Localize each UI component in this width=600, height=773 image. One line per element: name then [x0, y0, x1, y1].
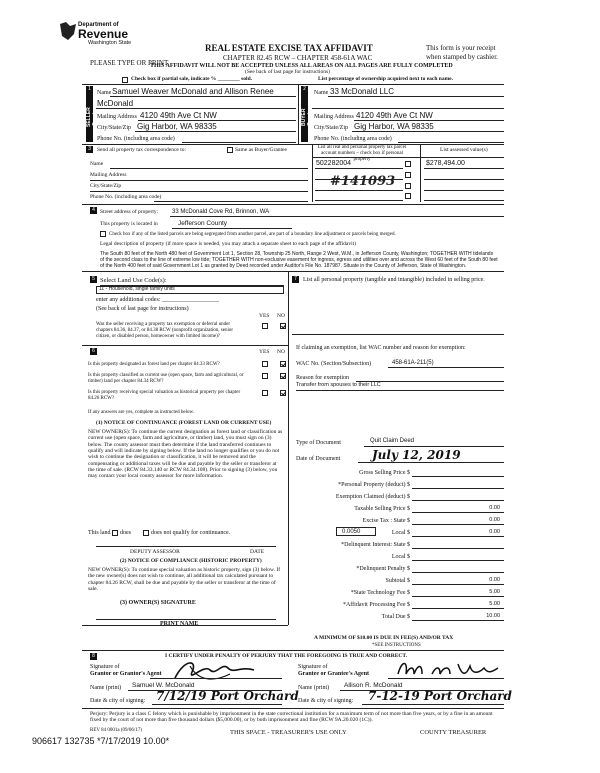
segregated-checkbox[interactable] [100, 231, 106, 237]
handwritten-stamp: #141093 [330, 174, 396, 189]
seller-mailing-label: Mailing Address [97, 114, 137, 120]
buyer-phone-label: Phone No. (including area code) [314, 136, 392, 142]
current-use-yes-checkbox[interactable] [262, 373, 268, 379]
rule [170, 216, 504, 217]
rule [298, 84, 299, 144]
grantee-sig-label-2: Grantee or Grantee's Agent [298, 671, 370, 677]
rule [82, 144, 504, 145]
rule [424, 190, 504, 191]
local-value[interactable]: 0.00 [489, 529, 500, 535]
rule [388, 367, 504, 368]
rev-number: REV 84 0001a (09/06/17) [90, 728, 142, 733]
does-not-label: does not qualify for continuance. [151, 530, 231, 536]
gross-price-label: Gross Selling Price $ [359, 470, 410, 476]
seller-tab-label: SELLER Grantor [86, 107, 98, 127]
yes-header-6: YES [259, 349, 270, 355]
county-treasurer: COUNTY TREASURER [420, 729, 487, 736]
grantee-name-label: Name (print) [298, 685, 330, 691]
deputy-assessor-label: DEPUTY ASSESSOR [130, 549, 180, 555]
rule [358, 462, 504, 463]
notice-1-text: NEW OWNER(S): To continue the current designation as forest land or classification as current use (open space, farm and agriculture, or timber) land, you must sign on (3) below. The county assessor must then determine if the land transferred continues to qualify and will indicate by signing below. If the land no longer qualifies or you do not wish to continue the designation or classification, it will be removed and the compensating or additional taxes will be due and payable by the seller or transferor at the time of sale. (RCW 84.33.140 or RCW 84.34.108). Prior to signing (3) below, you may contact your local county assessor for more information. [88, 429, 283, 480]
legal-description[interactable]: The South 80 feet of the North 480 feet of Government Lot 1, Section 28, Township 25 North, Range 2 West, W.M., in Jefferson County, Washington; TOGETHER WITH tidelands of the second class to the line of extreme low tide; TOGETHER WITH non-exclusive easement for ingress, egress and utilities over and across the West 60 feet of the South 80 feet of the North 400 feet of said Government Lot 1 as granted by Deed recorded under Auditor's File No. 187987. Situate in the County of Jefferson, State of Washington. [100, 251, 498, 269]
local-label: Local $ [391, 530, 410, 536]
send-name-label: Name [90, 161, 104, 167]
land-use-value: 11 - Household, single family units [99, 286, 175, 292]
section-7-num: 7 [292, 276, 299, 283]
rule [312, 157, 504, 158]
delinq-penalty-label: *Delinquent Penalty $ [356, 566, 410, 572]
affidavit-fee-value[interactable]: 5.00 [489, 601, 500, 607]
form-warning: THIS AFFIDAVIT WILL NOT BE ACCEPTED UNLESS ALL AREAS ON ALL PAGES ARE FULLY COMPLETED [150, 63, 453, 69]
land-use-label: Select Land Use Code(s): [100, 277, 167, 284]
rule [315, 200, 403, 201]
rule [354, 120, 504, 121]
does-label: does [120, 530, 131, 536]
rule [315, 190, 403, 191]
seller-city-label: City/State/Zip [97, 125, 131, 131]
claiming-exemption: If claiming an exemption, list WAC number and reason for exemption: [296, 345, 466, 351]
rule [362, 704, 504, 705]
assessed-value[interactable]: $278,494.00 [426, 160, 465, 167]
notice-1-title: (1) NOTICE OF CONTINUANCE (FOREST LAND OR CURRENT USE) [96, 420, 272, 426]
send-mailing-label: Mailing Address [90, 172, 127, 178]
cashier-stamp: 906617 132735 *7/17/2019 10.00* [32, 736, 170, 746]
grantee-date-label: Date & city of signing: [298, 698, 354, 704]
rule [82, 84, 504, 85]
rule [424, 179, 504, 180]
taxable-value[interactable]: 0.00 [489, 505, 500, 511]
affidavit-fee-label: *Affidavit Processing Fee $ [342, 602, 410, 608]
partial-sale-label: Check box if partial sale, indicate % ________ sold. [131, 76, 253, 82]
forest-no-checkbox[interactable] [280, 361, 286, 367]
rule [412, 584, 504, 585]
rule [352, 131, 504, 132]
rule [182, 142, 296, 143]
wa-logo-icon [58, 20, 78, 42]
historic-question: Is this property receiving special valuation as historical property per chapter 84.26 RCW? [88, 390, 241, 401]
send-city-label: City/State/Zip [90, 183, 122, 189]
send-correspondence-label: Send all property tax correspondence to: [97, 147, 187, 153]
this-land-label: This land [88, 530, 111, 536]
rule [96, 619, 276, 620]
rule [398, 142, 504, 143]
rule [110, 96, 296, 97]
list-percentage: List percentage of ownership acquired next to each name. [318, 76, 453, 82]
form-receipt: This form is your receipt [426, 44, 496, 52]
rule [412, 488, 504, 489]
delinq-local-label: Local $ [391, 554, 410, 560]
dor-logo [58, 18, 148, 52]
rule [82, 345, 288, 346]
see-instructions: *SEE INSTRUCTIONS [372, 643, 421, 648]
total-value[interactable]: 10.00 [486, 613, 500, 619]
state-tech-label: *State Technology Fee $ [350, 590, 410, 596]
treasurer-space: THIS SPACE - TREASURER'S USE ONLY [230, 729, 347, 736]
rule [150, 678, 282, 679]
assessor-date-label: DATE [250, 549, 265, 555]
form-see-back: (See back of last page for instructions) [245, 69, 330, 75]
rule [412, 560, 504, 561]
forest-question: Is this property designated as forest land per chapter 84.33 RCW? [88, 362, 220, 367]
personal-deduct-label: *Personal Property (deduct) $ [338, 482, 410, 488]
section-1-num: 1 [86, 86, 93, 93]
same-as-buyer-checkbox[interactable] [227, 147, 233, 153]
rule [315, 168, 403, 169]
rule [152, 704, 282, 705]
rule [96, 108, 296, 109]
rule [96, 546, 276, 547]
section-6-num: 6 [90, 348, 97, 355]
rule [412, 572, 504, 573]
buyer-tab-label: BUYER Grantee [301, 107, 313, 127]
logo-line2: Revenue [78, 27, 129, 41]
rule [412, 548, 504, 549]
current-use-no-checkbox[interactable] [280, 373, 286, 379]
same-as-buyer-label: Same as Buyer/Grantee [235, 147, 287, 153]
section-4-num: 4 [90, 207, 97, 214]
rule [424, 200, 504, 201]
rule [90, 180, 308, 181]
rule [288, 271, 289, 625]
seller-mailing[interactable]: 4120 49th Ave Ct NW [140, 111, 217, 120]
personal-property-checkbox-1[interactable] [405, 161, 411, 167]
section-8-num: 8 [90, 653, 97, 660]
logo-line1: Department of [78, 22, 119, 28]
buyer-city[interactable]: Gig Harbor, WA 98335 [354, 122, 434, 131]
buyer-mailing-label: Mailing Address [314, 114, 354, 120]
grantor-name[interactable]: Samuel W. McDonald [132, 682, 195, 689]
rule [424, 168, 504, 169]
grantor-date-label: Date & city of signing: [90, 698, 146, 704]
rule [154, 201, 308, 202]
forest-yes-checkbox[interactable] [262, 361, 268, 367]
rule [82, 708, 504, 709]
certify-text: I CERTIFY UNDER PENALTY OF PERJURY THAT THE FOREGOING IS TRUE AND CORRECT. [165, 653, 408, 659]
additional-codes: enter any additional codes: ___________________ [96, 297, 219, 303]
legal-label: Legal description of property (if more space is needed, you may attach a separate sheet to each page of the affidavit) [100, 241, 356, 247]
yes-header-5: YES [259, 313, 270, 319]
does-not-checkbox[interactable] [143, 530, 149, 536]
doc-type[interactable]: Quit Claim Deed [370, 438, 415, 444]
rule [364, 446, 504, 447]
subtotal-value[interactable]: 0.00 [489, 577, 500, 583]
grantor-name-label: Name (print) [90, 685, 122, 691]
subtotal-label: Subtotal $ [385, 578, 410, 584]
rule [312, 108, 504, 109]
form-chapter: CHAPTER 82.45 RCW – CHAPTER 458-61A WAC [223, 54, 373, 62]
notice-2-text: NEW OWNER(S): To continue special valuation as historic property, sign (3) below. If the new owner(s) does not wish to continue, all additional tax calculated pursuant to chapter 84.26 RCW, shall be due and payable by the seller or transferor at the time of sale. [88, 567, 281, 592]
excise-state-label: Excise Tax : State $ [362, 518, 410, 524]
land-use-see-back: (See back of last page for instructions) [96, 306, 189, 312]
personal-property-label: List all personal property (tangible and intangible) included in selling price. [303, 277, 485, 283]
rule [292, 334, 504, 335]
reason-label: Reason for exemption [296, 375, 349, 381]
minimum-due: A MINIMUM OF $10.00 IS DUE IN FEE(S) AND/OR TAX [314, 635, 454, 641]
rule [328, 96, 504, 97]
rule [82, 625, 288, 626]
section-5-num: 5 [90, 276, 97, 283]
reason-value[interactable]: Transfer from spouses to their LLC [296, 382, 381, 388]
wac-number[interactable]: 458-61A-211(5) [392, 360, 434, 366]
seller-name-label: Name [97, 90, 112, 96]
doc-date[interactable]: July 12, 2019 [372, 448, 461, 462]
rule [412, 524, 504, 525]
exemption-no-checkbox[interactable] [280, 323, 286, 329]
parcel-number[interactable]: 502282004 [316, 160, 352, 167]
grantor-sig-label-2: Grantor or Grantor's Agent [90, 671, 162, 677]
rule [412, 476, 504, 477]
wac-label: WAC No. (Section/Subsection) [296, 361, 372, 367]
print-name-label: PRINT NAME [160, 621, 199, 627]
does-checkbox[interactable] [112, 530, 118, 536]
exemption-deduct-label: Exemption Claimed (deduct) $ [335, 494, 410, 500]
please-type: PLEASE TYPE OR PRINT [90, 59, 169, 67]
rule [110, 168, 308, 169]
rule [388, 678, 504, 679]
grantee-date-city[interactable]: 7-12-19 Port Orchard [368, 689, 512, 703]
perjury-text: Perjury: Perjury is a class C felony which is punishable by imprisonment in the state correctional institution for a maximum term of not more than five years, or by a fine in an amount fixed by the court of not more than five thousand dollars ($5,000.00), or by both imprisonment and fine (RCW 9A.20.020 (1C)). [90, 711, 493, 724]
send-phone-label: Phone No. (including area code) [90, 194, 162, 200]
rule [135, 131, 296, 132]
rule [82, 650, 504, 651]
section-3-num: 3 [86, 146, 93, 153]
rule [82, 271, 504, 272]
grantee-sig-label-1: Signature of [298, 664, 328, 670]
exemption-yes-checkbox[interactable] [262, 323, 268, 329]
personal-property-checkbox-4[interactable] [405, 193, 411, 199]
form-title: REAL ESTATE EXCISE TAX AFFIDAVIT [205, 43, 373, 53]
rule [412, 500, 504, 501]
grantor-date-city[interactable]: 7/12/19 Port Orchard [156, 689, 299, 703]
segregated-label: Check box if any of the listed parcels are being segregated from another parcel, are part of a boundary line adjustment or parcels being merged. [109, 232, 396, 237]
rule [82, 204, 504, 205]
rule [412, 596, 504, 597]
rule [412, 620, 504, 621]
street-address[interactable]: 33 McDonald Cove Rd, Brinnon, WA [172, 209, 270, 215]
excise-state-value[interactable]: 0.00 [489, 517, 500, 523]
form-when-stamped: when stamped by cashier. [426, 53, 498, 61]
no-header-5: NO [277, 313, 285, 319]
local-rate: 0.0050 [342, 529, 361, 535]
if-yes-text: If any answers are yes, complete as instructed below. [88, 410, 195, 415]
section-2-num: 2 [301, 86, 308, 93]
rule [296, 390, 504, 391]
buyer-mailing[interactable]: 4120 49th Ave Ct NW [356, 111, 433, 120]
state-tech-value[interactable]: 5.00 [489, 589, 500, 595]
notice-2-title: (2) NOTICE OF COMPLIANCE (HISTORIC PROPERTY) [120, 558, 262, 564]
rule [138, 120, 296, 121]
street-label: Street address of property: [100, 209, 159, 215]
taxable-label: Taxable Selling Price $ [354, 506, 410, 512]
assessed-header: List assessed value(s) [440, 147, 488, 153]
rule [420, 144, 421, 202]
rule [90, 191, 308, 192]
historic-no-checkbox[interactable] [280, 390, 286, 396]
buyer-name-label: Name [314, 90, 329, 96]
rule [312, 144, 313, 202]
located-label: This property is located in [100, 221, 158, 227]
grantor-sig-label-1: Signature of [90, 664, 120, 670]
rule [412, 608, 504, 609]
county[interactable]: Jefferson County [178, 220, 228, 227]
rule [412, 536, 504, 537]
parcel-header: List all real and personal property tax parcel account numbers – check box if personal property [317, 145, 407, 162]
current-use-question: Is this property classified as current use (open space, farm and agricultural, or timber) land per chapter 84.34 RCW? [88, 373, 244, 384]
grantee-name[interactable]: Allison R. McDonald [344, 682, 403, 689]
rule [172, 228, 292, 229]
total-label: Total Due $ [381, 614, 410, 620]
buyer-city-label: City/State/Zip [314, 125, 348, 131]
historic-yes-checkbox[interactable] [262, 390, 268, 396]
exemption-question: Was the seller receiving a property tax exemption or deferral under chapters 84.36, 84.37, or 84.38 RCW (nonprofit organization, senior citizen, or disabled person, homeowner with limited income)? [96, 322, 234, 339]
seller-name[interactable]: Samuel Weaver McDonald and Allison Renee [112, 87, 274, 96]
doc-type-label: Type of Document [296, 440, 341, 446]
partial-sale-checkbox[interactable] [122, 77, 128, 83]
seller-phone-label: Phone No. (including area code) [97, 136, 175, 142]
seller-name-2[interactable]: McDonald [97, 99, 134, 108]
buyer-name[interactable]: 33 McDonald LLC [330, 87, 395, 96]
logo-line3: Washington State [88, 40, 132, 46]
rule [412, 512, 504, 513]
doc-date-label: Date of Document [296, 456, 341, 462]
owner-signature-label: (3) OWNER(S) SIGNATURE [120, 600, 196, 606]
no-header-6: NO [277, 349, 285, 355]
seller-city[interactable]: Gig Harbor, WA 98335 [137, 122, 217, 131]
personal-property-checkbox-3[interactable] [405, 183, 411, 189]
personal-property-checkbox-2[interactable] [405, 172, 411, 178]
delinq-state-label: *Delinquent Interest: State $ [341, 542, 410, 548]
